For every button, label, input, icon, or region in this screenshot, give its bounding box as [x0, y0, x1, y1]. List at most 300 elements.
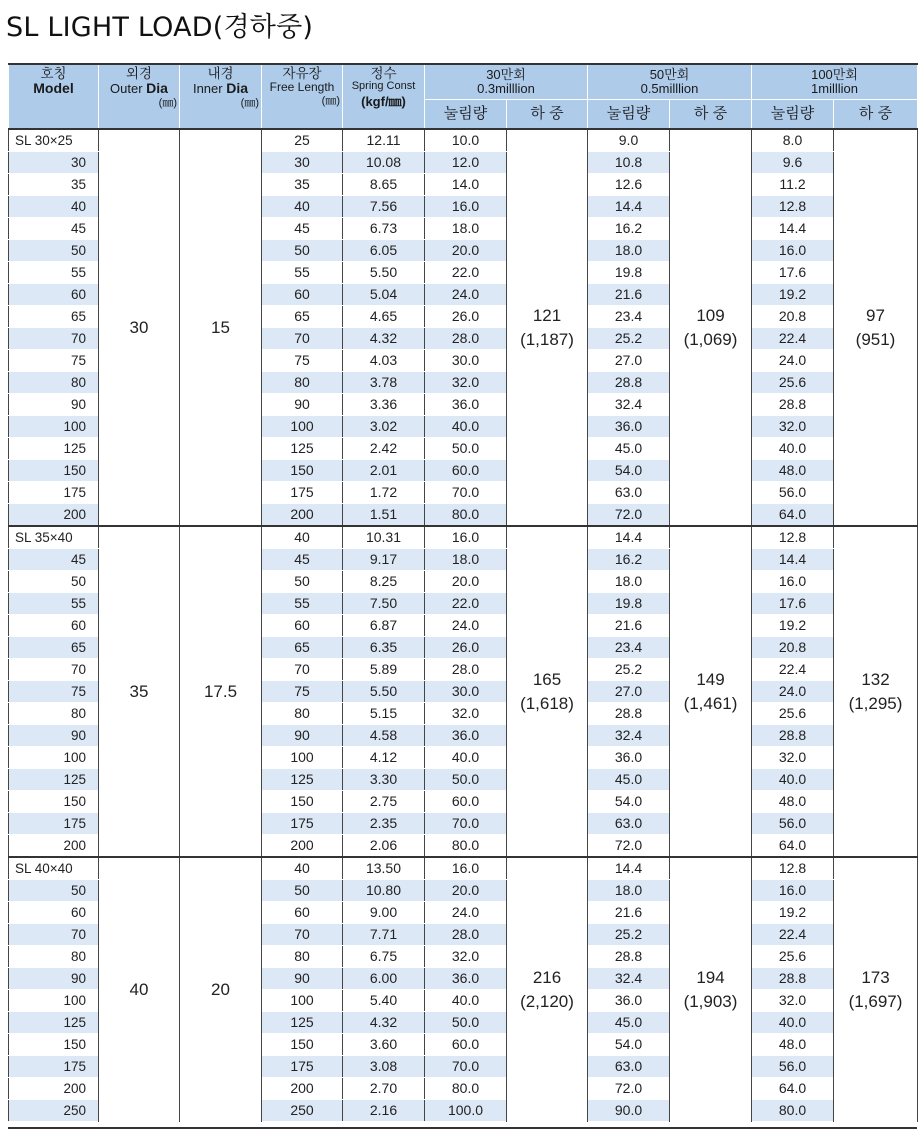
header-free-length [262, 64, 343, 129]
cell-deflection-1m: 40.0 [752, 1012, 834, 1034]
cell-free-length: 125 [262, 438, 343, 460]
cell-load-05m [670, 526, 752, 857]
cell-spring-const: 2.06 [343, 835, 425, 858]
cell-deflection-1m: 32.0 [752, 416, 834, 438]
cell-model: 200 [9, 835, 99, 858]
cell-spring-const: 5.15 [343, 703, 425, 725]
cell-deflection-03m: 80.0 [425, 504, 507, 527]
cell-spring-const: 5.50 [343, 262, 425, 284]
header-inner-unit: (㎜) [240, 96, 259, 109]
cell-model: 70 [9, 659, 99, 681]
cell-deflection-1m: 11.2 [752, 174, 834, 196]
cell-model: 45 [9, 549, 99, 571]
cell-deflection-1m: 25.6 [752, 703, 834, 725]
cell-deflection-03m: 14.0 [425, 174, 507, 196]
load-n: (951) [855, 329, 896, 349]
cell-deflection-05m: 72.0 [588, 504, 670, 527]
cell-spring-const: 3.02 [343, 416, 425, 438]
header-g3-load: 하 중 [834, 100, 918, 130]
cell-spring-const: 9.00 [343, 902, 425, 924]
cell-free-length: 100 [262, 416, 343, 438]
cell-free-length: 50 [262, 880, 343, 902]
cell-deflection-1m: 56.0 [752, 482, 834, 504]
cell-deflection-03m: 18.0 [425, 549, 507, 571]
cell-spring-const: 5.89 [343, 659, 425, 681]
cell-free-length: 40 [262, 196, 343, 218]
header-g2-deflection: 눌림량 [588, 100, 670, 130]
load-n: (1,618) [520, 693, 574, 713]
cell-deflection-03m: 26.0 [425, 306, 507, 328]
cell-free-length: 30 [262, 152, 343, 174]
cell-free-length: 45 [262, 549, 343, 571]
cell-free-length: 150 [262, 1034, 343, 1056]
header-group-03m [425, 64, 588, 100]
cell-spring-const: 3.36 [343, 394, 425, 416]
cell-deflection-05m: 54.0 [588, 1034, 670, 1056]
cell-model: 50 [9, 571, 99, 593]
table-header [9, 64, 918, 129]
cell-spring-const: 6.87 [343, 615, 425, 637]
cell-spring-const: 7.56 [343, 196, 425, 218]
cell-deflection-03m: 30.0 [425, 350, 507, 372]
cell-deflection-05m: 72.0 [588, 835, 670, 858]
table-body [9, 129, 918, 1122]
cell-free-length: 90 [262, 394, 343, 416]
header-spring-const [343, 64, 425, 129]
cell-model: 60 [9, 902, 99, 924]
cell-deflection-03m: 20.0 [425, 240, 507, 262]
cell-deflection-05m: 21.6 [588, 284, 670, 306]
cell-deflection-03m: 50.0 [425, 1012, 507, 1034]
cell-free-length: 90 [262, 725, 343, 747]
cell-deflection-05m: 36.0 [588, 747, 670, 769]
cell-deflection-03m: 28.0 [425, 924, 507, 946]
cell-deflection-1m: 64.0 [752, 504, 834, 527]
cell-spring-const: 1.72 [343, 482, 425, 504]
cell-deflection-05m: 10.8 [588, 152, 670, 174]
cell-model: 60 [9, 284, 99, 306]
cell-load-05m [670, 129, 752, 526]
cell-deflection-05m: 16.2 [588, 549, 670, 571]
load-kgf: 173 [861, 967, 890, 987]
cell-deflection-03m: 24.0 [425, 615, 507, 637]
cell-deflection-1m: 28.8 [752, 968, 834, 990]
cell-deflection-03m: 24.0 [425, 902, 507, 924]
cell-outer-dia: 35 [99, 526, 180, 857]
cell-model: 175 [9, 1056, 99, 1078]
cell-outer-dia: 30 [99, 129, 180, 526]
cell-deflection-1m: 25.6 [752, 946, 834, 968]
cell-model: 90 [9, 968, 99, 990]
cell-deflection-1m: 16.0 [752, 880, 834, 902]
cell-free-length: 70 [262, 659, 343, 681]
cell-deflection-03m: 22.0 [425, 262, 507, 284]
cell-deflection-05m: 45.0 [588, 769, 670, 791]
cell-free-length: 70 [262, 328, 343, 350]
cell-model: 60 [9, 615, 99, 637]
cell-deflection-03m: 50.0 [425, 438, 507, 460]
cell-free-length: 80 [262, 946, 343, 968]
cell-free-length: 25 [262, 129, 343, 152]
cell-deflection-03m: 70.0 [425, 1056, 507, 1078]
cell-free-length: 45 [262, 218, 343, 240]
cell-deflection-05m: 23.4 [588, 637, 670, 659]
header-g1-ko: 30만회 [486, 67, 526, 83]
load-n: (1,697) [848, 991, 903, 1011]
cell-spring-const: 4.65 [343, 306, 425, 328]
cell-model: 40 [9, 196, 99, 218]
cell-spring-const: 2.16 [343, 1100, 425, 1122]
header-free-ko: 자유장 [282, 66, 322, 81]
cell-deflection-05m: 32.4 [588, 968, 670, 990]
cell-spring-const: 4.32 [343, 1012, 425, 1034]
cell-spring-const: 4.03 [343, 350, 425, 372]
cell-free-length: 65 [262, 306, 343, 328]
cell-spring-const: 6.73 [343, 218, 425, 240]
cell-spring-const: 2.42 [343, 438, 425, 460]
load-kgf: 165 [532, 669, 562, 689]
cell-model: 200 [9, 504, 99, 527]
cell-deflection-05m: 27.0 [588, 681, 670, 703]
cell-spring-const: 13.50 [343, 857, 425, 880]
cell-spring-const: 8.25 [343, 571, 425, 593]
header-g1-deflection: 눌림량 [425, 100, 507, 130]
cell-model: 50 [9, 880, 99, 902]
load-n: (1,461) [683, 693, 738, 713]
cell-deflection-05m: 18.0 [588, 571, 670, 593]
cell-deflection-1m: 12.8 [752, 526, 834, 549]
cell-deflection-03m: 30.0 [425, 681, 507, 703]
cell-model: 175 [9, 813, 99, 835]
cell-deflection-05m: 36.0 [588, 416, 670, 438]
cell-free-length: 200 [262, 1078, 343, 1100]
cell-spring-const: 3.78 [343, 372, 425, 394]
cell-model: 80 [9, 703, 99, 725]
cell-deflection-03m: 32.0 [425, 946, 507, 968]
cell-deflection-03m: 70.0 [425, 482, 507, 504]
cell-deflection-05m: 25.2 [588, 328, 670, 350]
cell-deflection-1m: 16.0 [752, 571, 834, 593]
cell-spring-const: 10.31 [343, 526, 425, 549]
cell-deflection-1m: 56.0 [752, 813, 834, 835]
cell-deflection-05m: 28.8 [588, 946, 670, 968]
cell-deflection-05m: 18.0 [588, 880, 670, 902]
cell-outer-dia: 40 [99, 857, 180, 1122]
header-free-unit: (㎜) [321, 94, 340, 107]
cell-deflection-03m: 70.0 [425, 813, 507, 835]
cell-deflection-1m: 17.6 [752, 262, 834, 284]
cell-deflection-03m: 80.0 [425, 835, 507, 858]
cell-free-length: 50 [262, 571, 343, 593]
cell-load-1m [834, 857, 918, 1122]
cell-free-length: 70 [262, 924, 343, 946]
cell-free-length: 125 [262, 1012, 343, 1034]
cell-load-03m [507, 857, 588, 1122]
cell-model: SL 40×40 [9, 857, 99, 880]
cell-deflection-1m: 16.0 [752, 240, 834, 262]
cell-deflection-1m: 32.0 [752, 990, 834, 1012]
cell-free-length: 65 [262, 637, 343, 659]
cell-deflection-05m: 16.2 [588, 218, 670, 240]
cell-deflection-1m: 25.6 [752, 372, 834, 394]
cell-deflection-03m: 60.0 [425, 791, 507, 813]
cell-free-length: 80 [262, 703, 343, 725]
cell-deflection-05m: 25.2 [588, 924, 670, 946]
cell-deflection-03m: 22.0 [425, 593, 507, 615]
cell-spring-const: 4.12 [343, 747, 425, 769]
header-inner-en-b: Dia [226, 80, 249, 97]
header-free-en: Free Length [269, 80, 335, 95]
cell-spring-const: 3.60 [343, 1034, 425, 1056]
cell-model: 90 [9, 725, 99, 747]
cell-spring-const: 8.65 [343, 174, 425, 196]
cell-deflection-1m: 32.0 [752, 747, 834, 769]
cell-deflection-1m: 48.0 [752, 1034, 834, 1056]
cell-deflection-1m: 19.2 [752, 284, 834, 306]
cell-spring-const: 7.50 [343, 593, 425, 615]
cell-deflection-05m: 19.8 [588, 262, 670, 284]
header-group-1m [752, 64, 918, 100]
page-title: SL LIGHT LOAD(경하중) [6, 12, 314, 43]
cell-deflection-03m: 18.0 [425, 218, 507, 240]
cell-model: 35 [9, 174, 99, 196]
table-row [9, 129, 918, 152]
cell-model: 100 [9, 990, 99, 1012]
cell-model: SL 30×25 [9, 129, 99, 152]
cell-deflection-05m: 32.4 [588, 394, 670, 416]
cell-spring-const: 7.71 [343, 924, 425, 946]
cell-spring-const: 2.75 [343, 791, 425, 813]
cell-deflection-1m: 22.4 [752, 924, 834, 946]
cell-spring-const: 2.70 [343, 1078, 425, 1100]
cell-model: 55 [9, 593, 99, 615]
cell-deflection-03m: 60.0 [425, 460, 507, 482]
header-model [9, 64, 99, 129]
cell-deflection-03m: 16.0 [425, 526, 507, 549]
table-row [9, 857, 918, 880]
cell-model: 150 [9, 791, 99, 813]
cell-model: 125 [9, 769, 99, 791]
cell-deflection-1m: 40.0 [752, 438, 834, 460]
cell-deflection-05m: 90.0 [588, 1100, 670, 1122]
cell-deflection-05m: 45.0 [588, 438, 670, 460]
cell-model: 65 [9, 306, 99, 328]
cell-free-length: 175 [262, 813, 343, 835]
cell-deflection-1m: 22.4 [752, 328, 834, 350]
cell-deflection-05m: 28.8 [588, 372, 670, 394]
header-model-ko: 호칭 [40, 66, 67, 81]
header-const-ko: 정수 [370, 66, 397, 81]
cell-deflection-05m: 54.0 [588, 791, 670, 813]
cell-free-length: 40 [262, 857, 343, 880]
cell-spring-const: 3.08 [343, 1056, 425, 1078]
cell-model: 80 [9, 372, 99, 394]
cell-model: 70 [9, 328, 99, 350]
cell-deflection-1m: 19.2 [752, 902, 834, 924]
cell-model: 100 [9, 747, 99, 769]
cell-model: 250 [9, 1100, 99, 1122]
cell-deflection-03m: 40.0 [425, 747, 507, 769]
cell-load-03m [507, 526, 588, 857]
header-inner-ko: 내경 [207, 66, 234, 81]
load-kgf: 109 [696, 305, 725, 325]
cell-deflection-1m: 64.0 [752, 835, 834, 858]
load-n: (2,120) [520, 991, 574, 1011]
cell-deflection-03m: 36.0 [425, 394, 507, 416]
cell-deflection-05m: 72.0 [588, 1078, 670, 1100]
cell-free-length: 250 [262, 1100, 343, 1122]
cell-free-length: 55 [262, 262, 343, 284]
cell-deflection-1m: 14.4 [752, 218, 834, 240]
cell-spring-const: 6.35 [343, 637, 425, 659]
cell-deflection-1m: 20.8 [752, 637, 834, 659]
cell-spring-const: 5.04 [343, 284, 425, 306]
cell-deflection-03m: 50.0 [425, 769, 507, 791]
cell-spring-const: 10.80 [343, 880, 425, 902]
cell-free-length: 175 [262, 482, 343, 504]
cell-deflection-05m: 63.0 [588, 482, 670, 504]
cell-spring-const: 12.11 [343, 129, 425, 152]
header-inner-dia [180, 64, 262, 129]
cell-deflection-05m: 19.8 [588, 593, 670, 615]
header-g3-ko: 100만회 [811, 67, 858, 83]
cell-deflection-05m: 27.0 [588, 350, 670, 372]
cell-free-length: 75 [262, 681, 343, 703]
cell-spring-const: 9.17 [343, 549, 425, 571]
spec-table [8, 63, 918, 1122]
cell-free-length: 60 [262, 284, 343, 306]
header-inner-en [180, 81, 261, 96]
cell-model: 30 [9, 152, 99, 174]
cell-deflection-05m: 25.2 [588, 659, 670, 681]
cell-free-length: 175 [262, 1056, 343, 1078]
header-outer-en-a: Outer [110, 81, 147, 97]
cell-spring-const: 5.40 [343, 990, 425, 1012]
load-kgf: 97 [866, 305, 885, 325]
cell-deflection-03m: 36.0 [425, 725, 507, 747]
header-g1-en: 0.3milllion [477, 81, 535, 96]
cell-spring-const: 2.35 [343, 813, 425, 835]
cell-free-length: 100 [262, 990, 343, 1012]
load-n: (1,187) [520, 329, 574, 349]
spec-table-wrapper [8, 63, 917, 1122]
cell-deflection-05m: 14.4 [588, 196, 670, 218]
cell-spring-const: 6.75 [343, 946, 425, 968]
cell-spring-const: 1.51 [343, 504, 425, 527]
cell-free-length: 80 [262, 372, 343, 394]
cell-deflection-05m: 36.0 [588, 990, 670, 1012]
cell-deflection-03m: 16.0 [425, 196, 507, 218]
cell-model: 55 [9, 262, 99, 284]
cell-inner-dia: 15 [180, 129, 262, 526]
load-n: (1,295) [848, 693, 903, 713]
cell-deflection-05m: 28.8 [588, 703, 670, 725]
cell-model: 125 [9, 1012, 99, 1034]
cell-free-length: 90 [262, 968, 343, 990]
cell-deflection-1m: 8.0 [752, 129, 834, 152]
cell-model: 150 [9, 460, 99, 482]
cell-spring-const: 4.32 [343, 328, 425, 350]
cell-deflection-03m: 20.0 [425, 880, 507, 902]
cell-load-1m [834, 526, 918, 857]
cell-model: 50 [9, 240, 99, 262]
cell-deflection-1m: 64.0 [752, 1078, 834, 1100]
cell-deflection-05m: 21.6 [588, 615, 670, 637]
cell-model: 70 [9, 924, 99, 946]
cell-deflection-05m: 14.4 [588, 526, 670, 549]
header-outer-dia [99, 64, 180, 129]
cell-deflection-05m: 63.0 [588, 813, 670, 835]
cell-deflection-1m: 28.8 [752, 725, 834, 747]
cell-free-length: 150 [262, 460, 343, 482]
cell-deflection-1m: 48.0 [752, 460, 834, 482]
cell-free-length: 40 [262, 526, 343, 549]
cell-load-05m [670, 857, 752, 1122]
header-const-unit: (kgf/㎜) [361, 93, 406, 109]
cell-deflection-1m: 28.8 [752, 394, 834, 416]
cell-deflection-03m: 10.0 [425, 129, 507, 152]
cell-free-length: 55 [262, 593, 343, 615]
header-const-en: Spring Const [351, 80, 416, 93]
cell-deflection-1m: 19.2 [752, 615, 834, 637]
header-outer-en [99, 81, 179, 96]
cell-deflection-03m: 28.0 [425, 328, 507, 350]
cell-deflection-1m: 17.6 [752, 593, 834, 615]
cell-spring-const: 4.58 [343, 725, 425, 747]
cell-load-03m [507, 129, 588, 526]
header-g1-load: 하 중 [507, 100, 588, 130]
header-outer-ko: 외경 [125, 66, 153, 81]
cell-free-length: 200 [262, 504, 343, 527]
cell-free-length: 150 [262, 791, 343, 813]
cell-deflection-03m: 40.0 [425, 416, 507, 438]
header-g3-en: 1milllion [811, 81, 858, 96]
cell-inner-dia: 20 [180, 857, 262, 1122]
cell-deflection-1m: 24.0 [752, 350, 834, 372]
header-model-en: Model [33, 80, 74, 97]
cell-spring-const: 3.30 [343, 769, 425, 791]
table-bottom-rule [8, 1127, 917, 1129]
cell-deflection-1m: 80.0 [752, 1100, 834, 1122]
cell-spring-const: 6.00 [343, 968, 425, 990]
cell-deflection-05m: 23.4 [588, 306, 670, 328]
cell-model: 200 [9, 1078, 99, 1100]
cell-model: 75 [9, 350, 99, 372]
load-kgf: 121 [532, 305, 562, 325]
cell-deflection-03m: 20.0 [425, 571, 507, 593]
cell-deflection-03m: 32.0 [425, 372, 507, 394]
cell-model: 45 [9, 218, 99, 240]
load-kgf: 194 [696, 967, 725, 987]
cell-deflection-03m: 60.0 [425, 1034, 507, 1056]
cell-deflection-05m: 63.0 [588, 1056, 670, 1078]
load-kgf: 216 [532, 967, 562, 987]
cell-free-length: 100 [262, 747, 343, 769]
cell-spring-const: 10.08 [343, 152, 425, 174]
cell-deflection-1m: 22.4 [752, 659, 834, 681]
cell-deflection-05m: 14.4 [588, 857, 670, 880]
cell-model: 100 [9, 416, 99, 438]
cell-deflection-1m: 12.8 [752, 857, 834, 880]
load-n: (1,069) [683, 329, 738, 349]
header-g2-en: 0.5milllion [640, 81, 699, 96]
header-g3-deflection: 눌림량 [752, 100, 834, 130]
cell-deflection-03m: 24.0 [425, 284, 507, 306]
cell-spring-const: 2.01 [343, 460, 425, 482]
cell-load-1m [834, 129, 918, 526]
cell-deflection-03m: 100.0 [425, 1100, 507, 1122]
cell-deflection-05m: 54.0 [588, 460, 670, 482]
